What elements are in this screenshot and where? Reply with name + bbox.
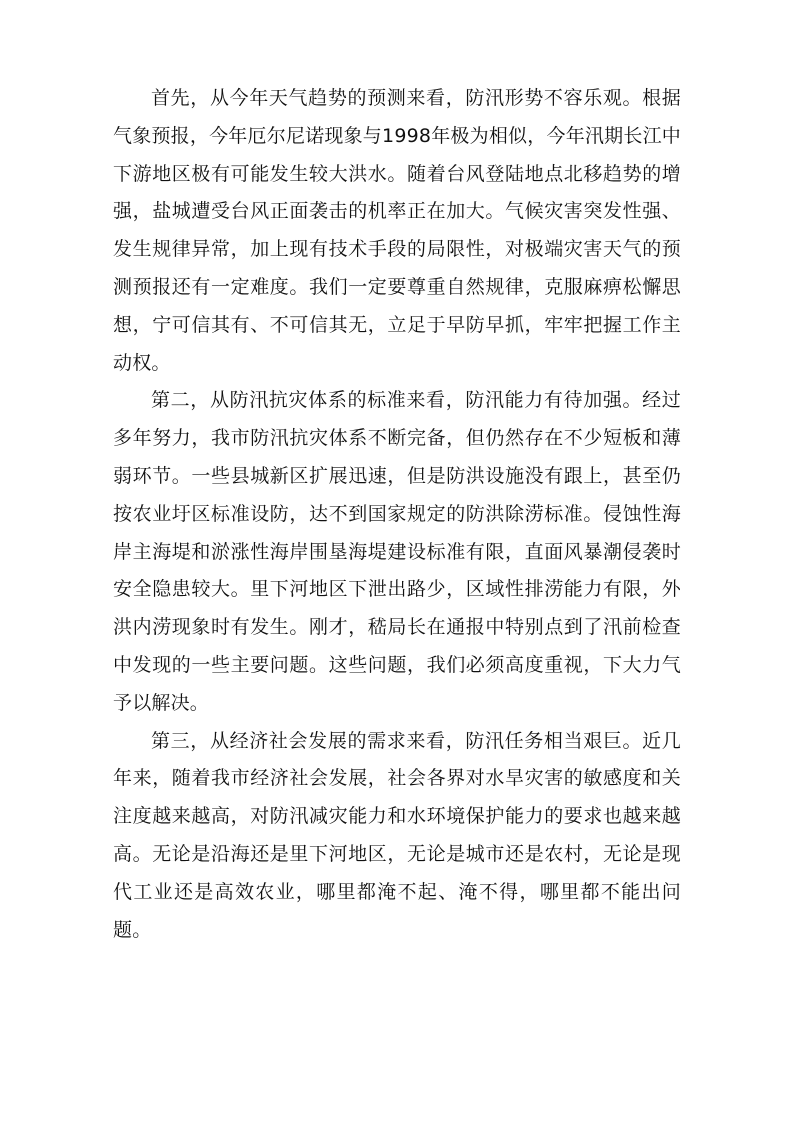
paragraph-flood-forecast: 首先，从今年天气趋势的预测来看，防汛形势不容乐观。根据气象预报，今年厄尔尼诺现象与1998年极为相似，今年汛期长江中下游地区极有可能发生较大洪水。随着台风登陆地点北移趋势的增强，盐城遭受台风正面袭击的机率正在加大。气候灾害突发性强、发生规律异常，加上现有技术手段的局限性，对极端灾害天气的预测预报还有一定难度。我们一定要尊重自然规律，克服麻痹松懈思想，宁可信其有、不可信其无，立足于早防早抓，牢牢把握工作主动权。 [113, 87, 681, 374]
document-page [113, 80, 681, 949]
paragraph-flood-defense-system: 第二，从防汛抗灾体系的标准来看，防汛能力有待加强。经过多年努力，我市防汛抗灾体系不断完备，但仍然存在不少短板和薄弱环节。一些县城新区扩展迅速，但是防洪设施没有跟上，甚至仍按农业圩区标准设防，达不到国家规定的防洪除涝标准。侵蚀性海岸主海堤和淤涨性海岸围垦海堤建设标准有限，直面风暴潮侵袭时安全隐患较大。里下河地区下泄出路少，区域性排涝能力有限，外洪内涝现象时有发生。刚才，嵇局长在通报中特别点到了汛前检查中发现的一些主要问题。这些问题，我们必须高度重视，下大力气予以解决。 [113, 389, 681, 714]
paragraph-economic-demand: 第三，从经济社会发展的需求来看，防汛任务相当艰巨。近几年来，随着我市经济社会发展，社会各界对水旱灾害的敏感度和关注度越来越高，对防汛减灾能力和水环境保护能力的要求也越来越高。无论是沿海还是里下河地区，无论是城市还是农村，无论是现代工业还是高效农业，哪里都淹不起、淹不得，哪里都不能出问题。 [113, 729, 681, 941]
